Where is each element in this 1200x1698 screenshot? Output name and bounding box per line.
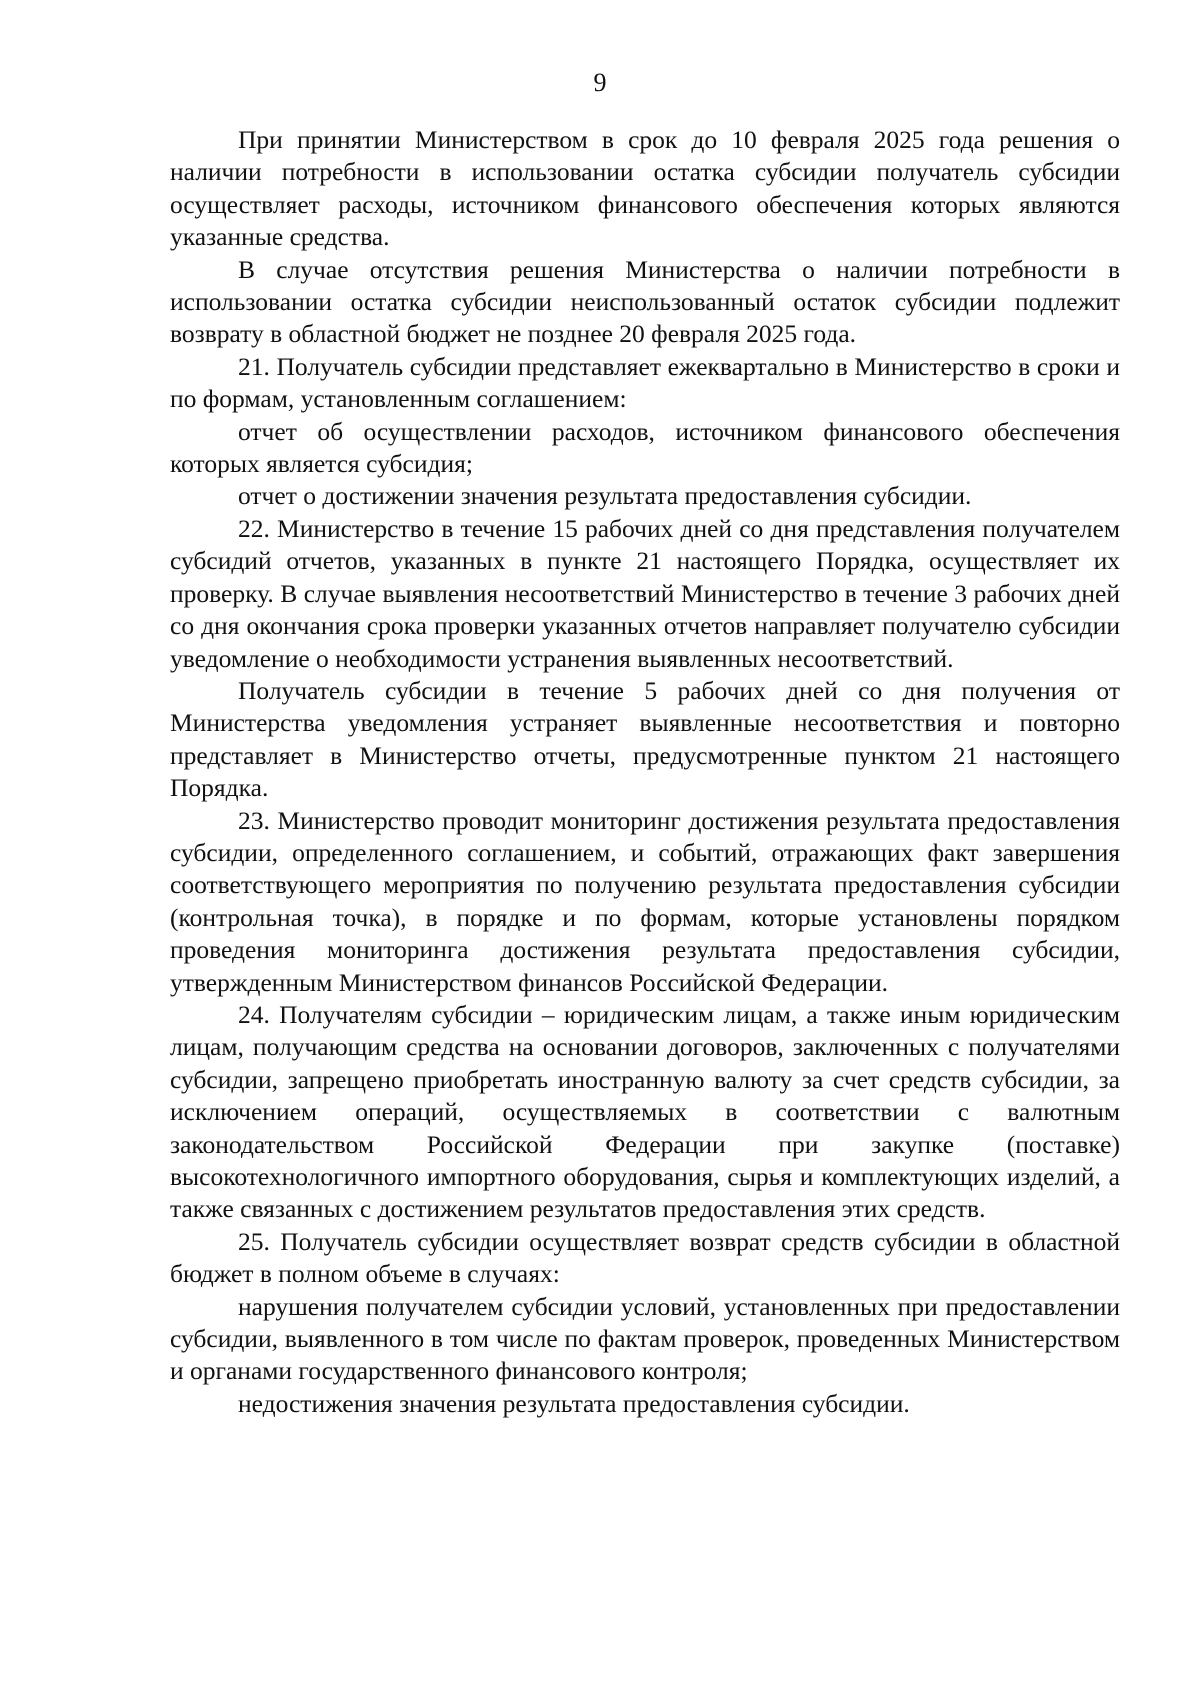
document-body (170, 124, 1120, 1420)
paragraph: 21. Получатель субсидии представляет ежеквартально в Министерство в сроки и по формам, установленным соглашением: (170, 351, 1120, 414)
page-number: 9 (593, 68, 607, 97)
paragraph: отчет об осуществлении расходов, источником финансового обеспечения которых является субсидия; (170, 416, 1120, 479)
paragraph: нарушения получателем субсидии условий, установленных при предоставлении субсидии, выявленного в том числе по фактам проверок, проведенных Министерством и органами государственного финансового контроля; (170, 1291, 1120, 1386)
paragraph: отчет о достижении значения результата предоставления субсидии. (238, 481, 972, 511)
paragraph: При принятии Министерством в срок до 10 февраля 2025 года решения о наличии потребности в использовании остатка субсидии получатель субсидии осуществляет расходы, источником финансового обеспечения которых являются указанные средства. (170, 125, 1120, 252)
paragraph: недостижения значения результата предоставления субсидии. (238, 1388, 910, 1418)
paragraph: 23. Министерство проводит мониторинг достижения результата предоставления субсидии, определенного соглашением, и событий, отражающих факт завершения соответствующего мероприятия по получению результата предоставления субсидии (контрольная точка), в порядке и по формам, которые установлены порядком проведения мониторинга достижения результата предоставления субсидии, утвержденным Министерством финансов Российской Федерации. (170, 805, 1120, 997)
paragraph: 22. Министерство в течение 15 рабочих дней со дня представления получателем субсидий отчетов, указанных в пункте 21 настоящего Порядка, осуществляет их проверку. В случае выявления несоответствий Министерство в течение 3 рабочих дней со дня окончания срока проверки указанных отчетов направляет получателю субсидии уведомление о необходимости устранения выявленных несоответствий. (170, 513, 1120, 673)
paragraph: 25. Получатель субсидии осуществляет возврат средств субсидии в областной бюджет в полном объеме в случаях: (170, 1226, 1120, 1289)
paragraph: В случае отсутствия решения Министерства о наличии потребности в использовании остатка субсидии неиспользованный остаток субсидии подлежит возврату в областной бюджет не позднее 20 февраля 2025 года. (170, 254, 1120, 349)
paragraph: 24. Получателям субсидии – юридическим лицам, а также иным юридическим лицам, получающим средства на основании договоров, заключенных с получателями субсидии, запрещено приобретать иностранную валюту за счет средств субсидии, за исключением операций, осуществляемых в соответствии с валютным законодательством Российской Федерации при закупке (поставке) высокотехнологичного импортного оборудования, сырья и комплектующих изделий, а также связанных с достижением результатов предоставления этих средств. (170, 999, 1120, 1224)
paragraph: Получатель субсидии в течение 5 рабочих дней со дня получения от Министерства уведомления устраняет выявленные несоответствия и повторно представляет в Министерство отчеты, предусмотренные пунктом 21 настоящего Порядка. (170, 675, 1120, 803)
